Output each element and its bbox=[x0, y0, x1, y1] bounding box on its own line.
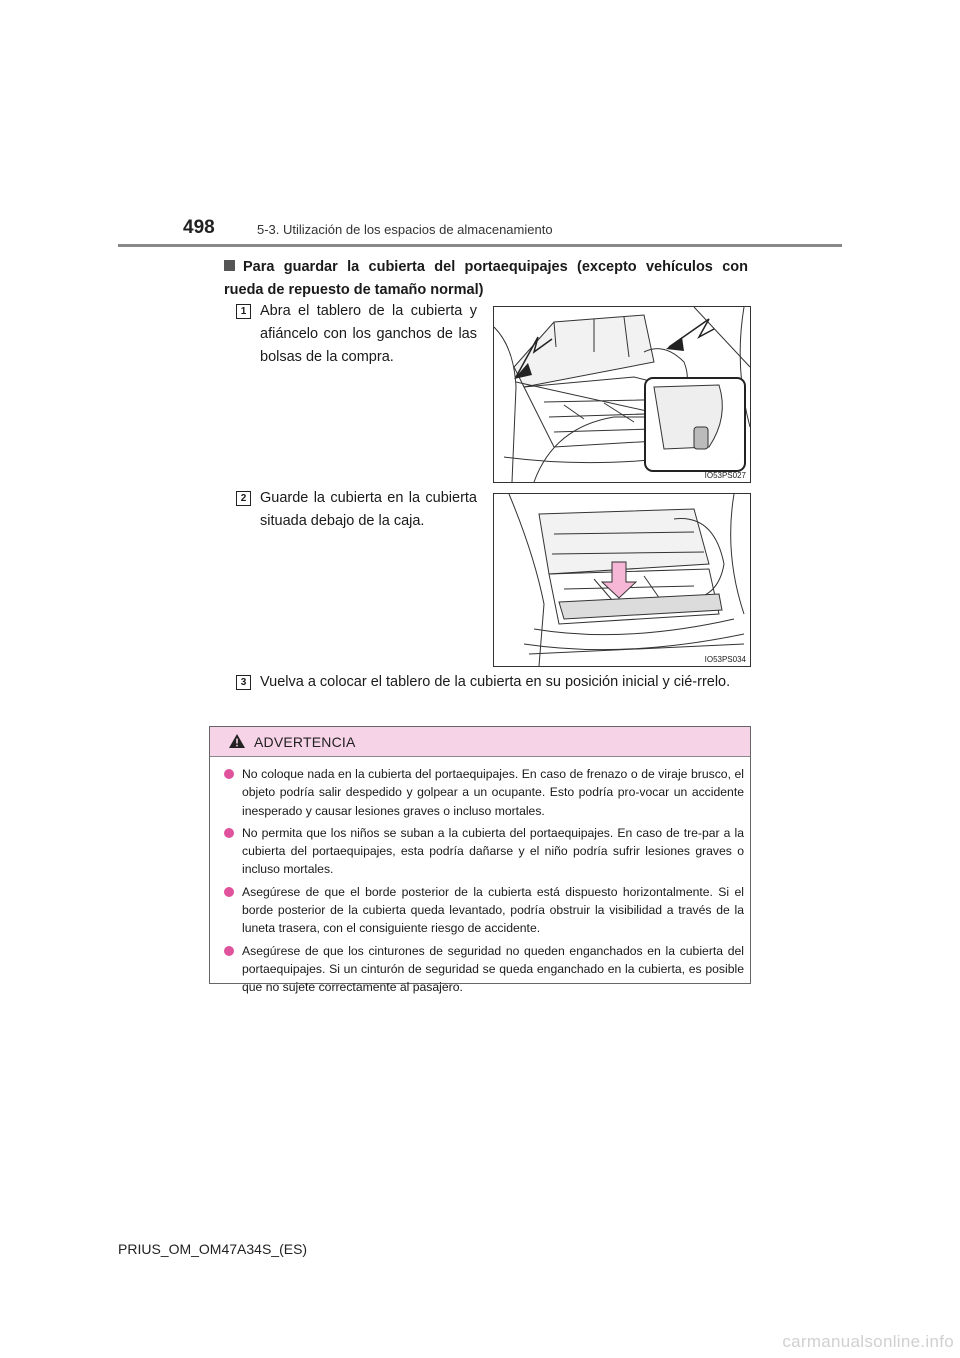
section-heading bbox=[224, 256, 748, 302]
bullet-icon bbox=[224, 946, 234, 956]
watermark: carmanualsonline.info bbox=[782, 1332, 954, 1351]
step-number-2: 2 bbox=[236, 491, 251, 506]
warning-item-text: Asegúrese de que el borde posterior de la cubierta está dispuesto horizontalmente. Si el borde posterior de la cubierta queda levantado, podría obstruir la visibilidad a través de la luneta trasera, con el consiguiente riesgo de accidente. bbox=[242, 884, 744, 936]
warning-title: ADVERTENCIA bbox=[254, 734, 356, 750]
figure-code-1: IO53PS027 bbox=[704, 471, 746, 480]
heading-text: Para guardar la cubierta del portaequipajes (excepto vehículos con rueda de repuesto de tamaño normal) bbox=[224, 259, 748, 298]
warning-list bbox=[224, 765, 744, 1001]
warning-item bbox=[224, 824, 744, 879]
warning-triangle-icon bbox=[228, 733, 246, 749]
footer-document-code: PRIUS_OM_OM47A34S_(ES) bbox=[118, 1241, 308, 1257]
step-number-1: 1 bbox=[236, 304, 251, 319]
warning-item bbox=[224, 765, 744, 820]
warning-box bbox=[209, 726, 751, 995]
step-text-2: Guarde la cubierta en la cubierta situada debajo de la caja. bbox=[260, 490, 477, 529]
bullet-icon bbox=[224, 769, 234, 779]
bullet-icon bbox=[224, 828, 234, 838]
square-bullet-icon bbox=[224, 260, 235, 271]
warning-item-text: No permita que los niños se suban a la cubierta del portaequipajes. En caso de tre-par a la cubierta del portaequipajes, esta podría dañarse y el niño podría sufrir lesiones graves o incluso mortales. bbox=[242, 825, 744, 877]
trunk-cover-open-illustration bbox=[494, 307, 750, 482]
warning-item bbox=[224, 942, 744, 997]
figure-step-1 bbox=[493, 306, 751, 483]
step-text-1: Abra el tablero de la cubierta y afiáncelo con los ganchos de las bolsas de la compra. bbox=[260, 303, 477, 365]
warning-item-text: No coloque nada en la cubierta del portaequipajes. En caso de frenazo o de viraje brusco, el objeto podría salir despedido y golpear a un ocupante. Esto podría pro-vocar un accidente inesperado y causar lesiones graves o incluso mortales. bbox=[242, 767, 744, 818]
bullet-icon bbox=[224, 887, 234, 897]
warning-header bbox=[210, 727, 750, 757]
header-divider bbox=[118, 244, 842, 247]
section-header: 5-3. Utilización de los espacios de almacenamiento bbox=[257, 222, 553, 237]
cover-storage-illustration bbox=[494, 494, 750, 666]
warning-item bbox=[224, 883, 744, 938]
page-number: 498 bbox=[183, 217, 215, 238]
warning-item-text: Asegúrese de que los cinturones de seguridad no queden enganchados en la cubierta del portaequipajes. Si un cinturón de seguridad se queda enganchado en la cubierta, es posible que no sujete correctamente al pasajero. bbox=[242, 943, 744, 995]
step-number-3: 3 bbox=[236, 675, 251, 690]
step-text-3: Vuelva a colocar el tablero de la cubierta en su posición inicial y cié-rrelo. bbox=[260, 674, 731, 690]
figure-code-2: IO53PS034 bbox=[704, 655, 746, 664]
figure-step-2 bbox=[493, 493, 751, 667]
